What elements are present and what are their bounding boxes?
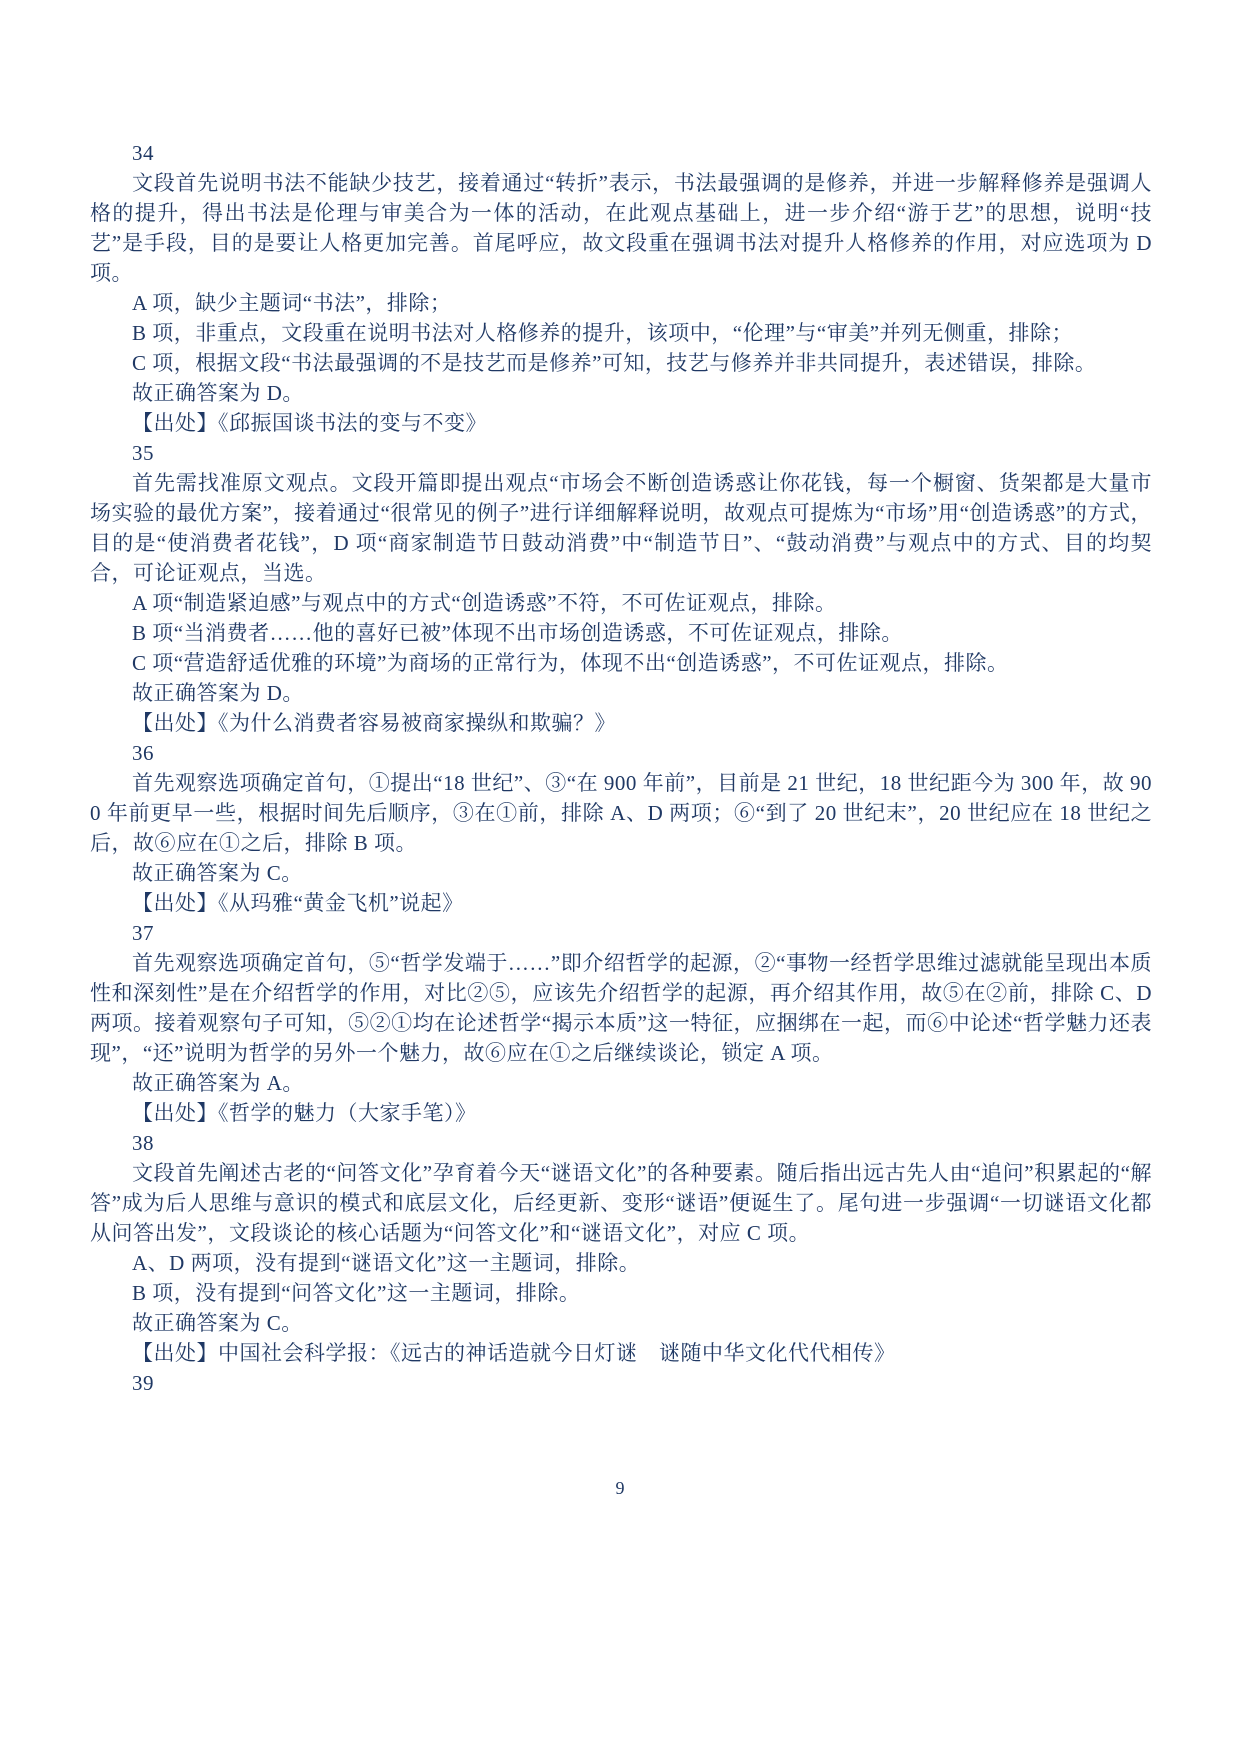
explanation-paragraph: 故正确答案为 C。 [132,1311,303,1335]
explanation-paragraph: B 项，没有提到“问答文化”这一主题词，排除。 [132,1281,581,1305]
question-number: 34 [132,141,154,165]
page-number: 9 [615,1478,625,1498]
explanation-paragraph: A、D 两项，没有提到“谜语文化”这一主题词，排除。 [132,1251,641,1275]
explanation-paragraph: 故正确答案为 D。 [132,381,304,405]
explanation-paragraph: 首先观察选项确定首句，⑤“哲学发端于……”即介绍哲学的起源，②“事物一经哲学思维过滤就能呈现出本质性和深刻性”是在介绍哲学的作用，对比②⑤，应该先介绍哲学的起源，再介绍其作用，故⑤在②前，排除 C、D 两项。接着观察句子可知，⑤②①均在论述哲学“揭示本质”这一特征，应捆绑在一起，而⑥中论述“哲学魅力还表现”，“还”说明为哲学的另外一个魅力，故⑥应在①之后继续谈论，锁定 A 项。 [90,951,1152,1065]
source-line: 【出处】中国社会科学报：《远古的神话造就今日灯谜 谜随中华文化代代相传》 [132,1341,896,1365]
explanation-paragraph: B 项“当消费者……他的喜好已被”体现不出市场创造诱惑，不可佐证观点，排除。 [132,621,903,645]
explanation-paragraph: 首先观察选项确定首句，①提出“18 世纪”、③“在 900 年前”，目前是 21 世纪，18 世纪距今为 300 年，故 900 年前更早一些，根据时间先后顺序，③在①前，排除 A、D 两项；⑥“到了 20 世纪末”，20 世纪应在 18 世纪之后，故⑥应在①之后，排除 B 项。 [90,771,1152,855]
explanation-paragraph: 文段首先阐述古老的“问答文化”孕育着今天“谜语文化”的各种要素。随后指出远古先人由“追问”积累起的“解答”成为后人思维与意识的模式和底层文化，后经更新、变形“谜语”便诞生了。尾句进一步强调“一切谜语文化都从问答出发”，文段谈论的核心话题为“问答文化”和“谜语文化”，对应 C 项。 [90,1161,1152,1245]
explanation-paragraph: 首先需找准原文观点。文段开篇即提出观点“市场会不断创造诱惑让你花钱，每一个橱窗、货架都是大量市场实验的最优方案”，接着通过“很常见的例子”进行详细解释说明，故观点可提炼为“市场”用“创造诱惑”的方式，目的是“使消费者花钱”，D 项“商家制造节日鼓动消费”中“制造节日”、“鼓动消费”与观点中的方式、目的均契合，可论证观点，当选。 [90,471,1152,585]
explanation-paragraph: C 项“营造舒适优雅的环境”为商场的正常行为，体现不出“创造诱惑”，不可佐证观点，排除。 [132,651,1009,675]
source-line: 【出处】《哲学的魅力（大家手笔）》 [132,1101,477,1125]
question-number: 36 [132,741,154,765]
question-number: 38 [132,1131,154,1155]
explanation-paragraph: C 项，根据文段“书法最强调的不是技艺而是修养”可知，技艺与修养并非共同提升，表述错误，排除。 [132,351,1097,375]
question-number: 35 [132,441,154,465]
question-number: 39 [132,1371,154,1395]
source-line: 【出处】《邱振国谈书法的变与不变》 [132,411,487,435]
explanation-paragraph: 文段首先说明书法不能缺少技艺，接着通过“转折”表示，书法最强调的是修养，并进一步解释修养是强调人格的提升，得出书法是伦理与审美合为一体的活动，在此观点基础上，进一步介绍“游于艺”的思想，说明“技艺”是手段，目的是要让人格更加完善。首尾呼应，故文段重在强调书法对提升人格修养的作用，对应选项为 D 项。 [90,171,1152,285]
question-number: 37 [132,921,154,945]
explanation-paragraph: A 项“制造紧迫感”与观点中的方式“创造诱惑”不符，不可佐证观点，排除。 [132,591,837,615]
explanation-paragraph: 故正确答案为 C。 [132,861,303,885]
explanation-paragraph: 故正确答案为 A。 [132,1071,304,1095]
source-line: 【出处】《为什么消费者容易被商家操纵和欺骗？》 [132,711,616,735]
explanation-paragraph: B 项，非重点，文段重在说明书法对人格修养的提升，该项中，“伦理”与“审美”并列无侧重，排除； [132,321,1074,345]
explanation-paragraph: 故正确答案为 D。 [132,681,304,705]
explanation-paragraph: A 项，缺少主题词“书法”，排除； [132,291,452,315]
answer-explanations [90,138,1152,1398]
source-line: 【出处】《从玛雅“黄金飞机”说起》 [132,891,464,915]
